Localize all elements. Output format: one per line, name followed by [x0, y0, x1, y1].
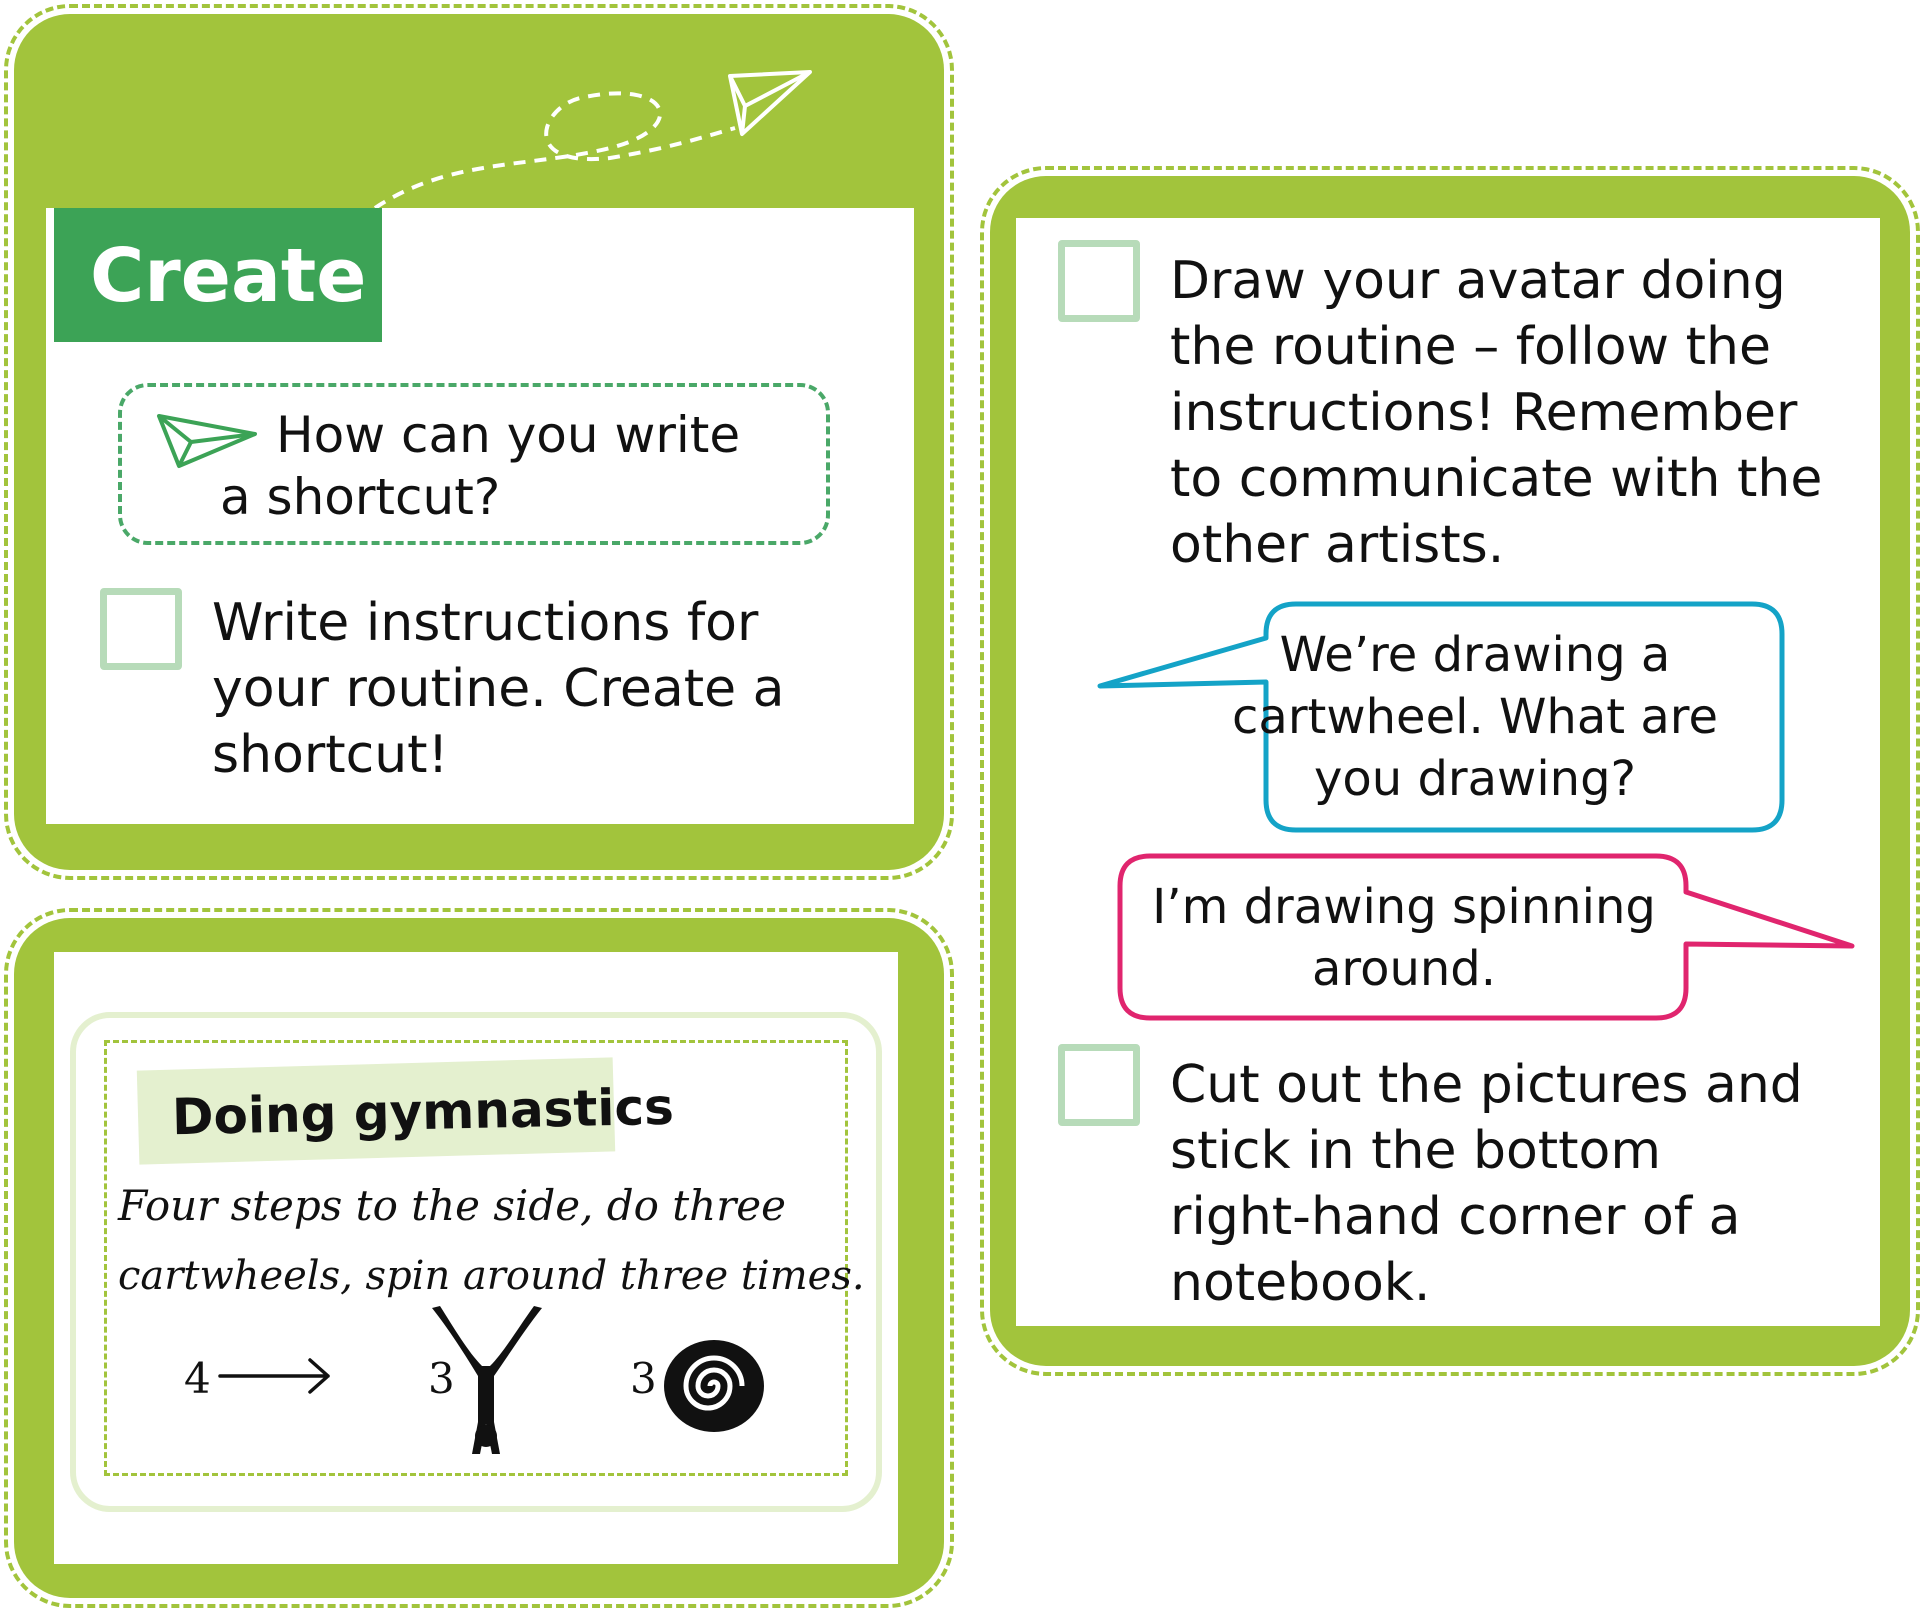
bubble-blue-line-3: you drawing? [1313, 751, 1637, 807]
question-line-2: a shortcut? [220, 468, 501, 526]
task-draw-line-2: the routine – follow the [1170, 317, 1771, 377]
task-draw-line-4: to communicate with the [1170, 449, 1823, 509]
step-count-cartwheels: 3 [428, 1354, 455, 1403]
arrow-right-icon [218, 1356, 334, 1396]
task-write-checkbox[interactable] [100, 588, 182, 670]
task-draw-line-5: other artists. [1170, 515, 1505, 575]
task-draw-line-1: Draw your avatar doing [1170, 251, 1786, 311]
paper-plane-icon [155, 408, 260, 470]
task-draw-line-3: instructions! Remember [1170, 383, 1798, 443]
example-heading: Doing gymnastics [171, 1077, 675, 1147]
spiral-icon [660, 1336, 768, 1436]
cartwheel-figure-icon [422, 1304, 552, 1460]
task-write-line-3: shortcut! [212, 725, 449, 785]
question-line-1: How can you write [276, 406, 741, 464]
task-cut-line-4: notebook. [1170, 1253, 1431, 1313]
task-write-line-2: your routine. Create a [212, 659, 785, 719]
bubble-pink-line-2: around. [1311, 941, 1497, 997]
paper-plane-trail-icon [370, 48, 820, 218]
create-title: Create [90, 233, 367, 319]
step-count-spins: 3 [630, 1354, 657, 1403]
task-draw-checkbox[interactable] [1058, 240, 1140, 322]
bubble-blue-line-1: We’re drawing a [1279, 627, 1671, 683]
task-cut-line-2: stick in the bottom [1170, 1121, 1662, 1181]
task-cut-checkbox[interactable] [1058, 1044, 1140, 1126]
bubble-pink-line-1: I’m drawing spinning [1152, 879, 1656, 935]
task-cut-line-3: right-hand corner of a [1170, 1187, 1741, 1247]
example-text-line-2: cartwheels, spin around three times. [118, 1253, 865, 1299]
example-text-line-1: Four steps to the side, do three [118, 1181, 787, 1230]
task-cut-line-1: Cut out the pictures and [1170, 1055, 1803, 1115]
task-write-line-1: Write instructions for [212, 593, 759, 653]
step-count-steps: 4 [184, 1354, 211, 1403]
bubble-blue-line-2: cartwheel. What are [1232, 689, 1718, 745]
